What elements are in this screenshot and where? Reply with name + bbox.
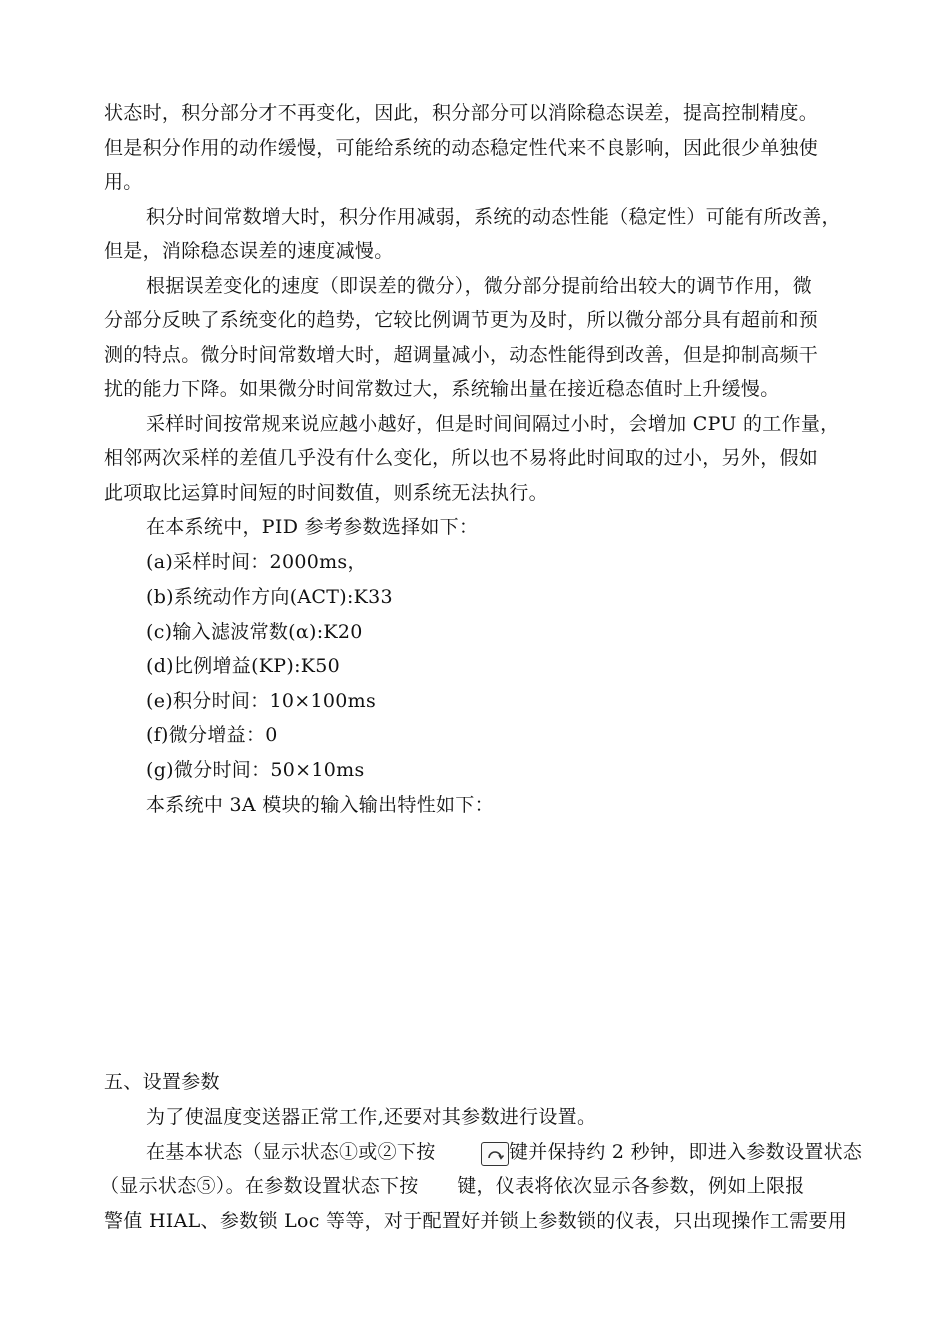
paragraph-line: 扰的能力下降。如果微分时间常数过大，系统输出量在接近稳态值时上升缓慢。	[104, 378, 780, 400]
paragraph-line: 分部分反映了系统变化的趋势，它较比例调节更为及时，所以微分部分具有超前和预	[104, 309, 819, 331]
paragraph-line: 在基本状态（显示状态①或②下按	[146, 1141, 436, 1163]
paragraph-line: 但是积分作用的动作缓慢，可能给系统的动态稳定性代来不良影响，因此很少单独使	[104, 137, 819, 159]
param-item: (c)输入滤波常数(α):K20	[146, 621, 363, 643]
paragraph-line: 在本系统中，PID 参考参数选择如下：	[146, 516, 479, 538]
paragraph-line: 状态时，积分部分才不再变化，因此，积分部分可以消除稳态误差，提高控制精度。	[104, 102, 819, 124]
param-item: (e)积分时间：10×100ms	[146, 690, 376, 712]
param-item: (a)采样时间：2000ms，	[146, 551, 367, 573]
paragraph-line: 为了使温度变送器正常工作,还要对其参数进行设置。	[146, 1106, 597, 1128]
paragraph-line: 积分时间常数增大时，积分作用减弱，系统的动态性能（稳定性）可能有所改善，	[146, 206, 841, 228]
paragraph-line: 测的特点。微分时间常数增大时，超调量减小，动态性能得到改善，但是抑制高频干	[104, 344, 819, 366]
param-item: (f)微分增益：0	[146, 724, 278, 746]
section-heading: 五、设置参数	[104, 1071, 220, 1093]
paragraph-line: 相邻两次采样的差值几乎没有什么变化，所以也不易将此时间取的过小，另外，假如	[104, 447, 819, 469]
paragraph-line: 键并保持约 2 秒钟，即进入参数设置状态	[509, 1141, 863, 1163]
paragraph-line: 根据误差变化的速度（即误差的微分），微分部分提前给出较大的调节作用，微	[146, 275, 813, 297]
paragraph-line: 用。	[104, 171, 143, 193]
paragraph-line: 但是，消除稳态误差的速度减慢。	[104, 240, 394, 262]
paragraph-line: 此项取比运算时间短的时间数值，则系统无法执行。	[104, 482, 548, 504]
paragraph-line: （显示状态⑤）。在参数设置状态下按 键，仪表将依次显示各参数，例如上限报	[100, 1175, 805, 1197]
io-intro: 本系统中 3A 模块的输入输出特性如下：	[146, 794, 494, 816]
param-item: (g)微分时间：50×10ms	[146, 759, 365, 781]
paragraph-line: 采样时间按常规来说应越小越好，但是时间间隔过小时，会增加 CPU 的工作量，	[146, 413, 840, 435]
param-item: (d)比例增益(KP):K50	[146, 655, 341, 677]
param-item: (b)系统动作方向(ACT):K33	[146, 586, 393, 608]
paragraph-line: 警值 HIAL、参数锁 Loc 等等，对于配置好并锁上参数锁的仪表，只出现操作工需要用	[104, 1210, 848, 1232]
cycle-key-icon	[481, 1142, 509, 1166]
